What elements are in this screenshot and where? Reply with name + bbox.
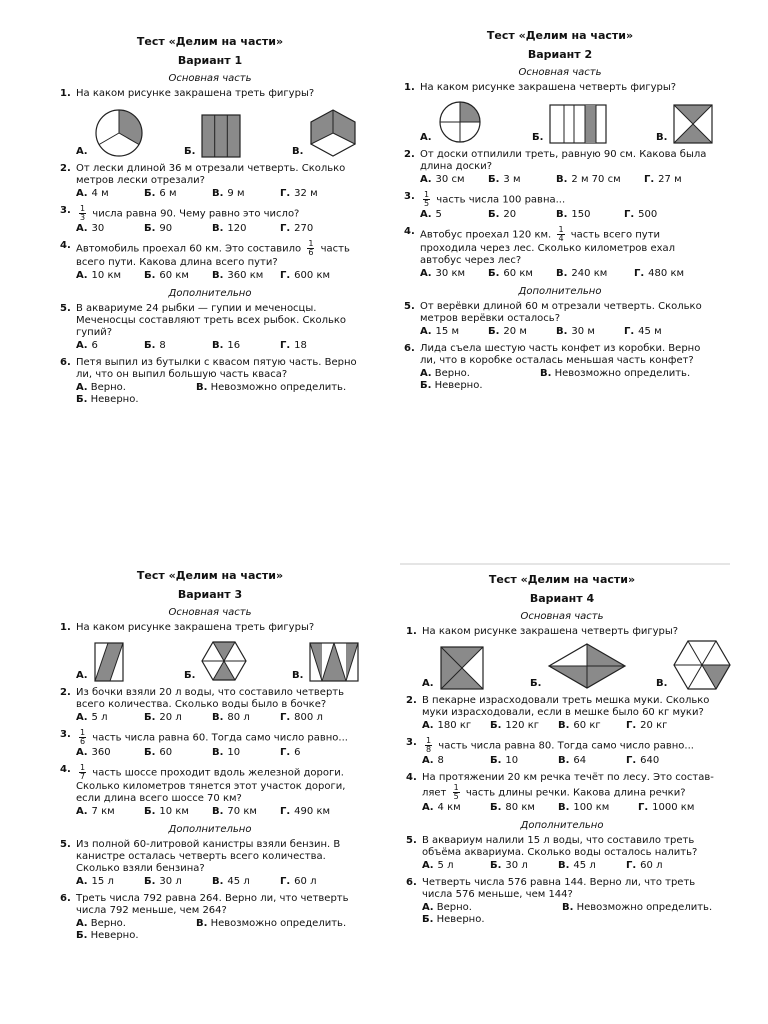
question-text: На каком рисунке закрашена четверть фигуры? [422, 626, 679, 637]
question-5 [406, 835, 718, 872]
question-6 [60, 357, 360, 406]
question-4 [404, 226, 716, 280]
circle-quarter-figure [438, 100, 482, 144]
question-3 [404, 191, 716, 221]
answer-option[interactable]: А. 180 кг [422, 720, 472, 731]
question-number: 5. [404, 301, 415, 312]
answer-options [76, 918, 360, 930]
answer-option[interactable]: Б. 60 км [488, 268, 533, 279]
answer-option[interactable]: В. 80 л [212, 712, 250, 723]
fraction: $\frac{1}{6}$ [80, 728, 86, 746]
answer-option[interactable]: В. 16 [212, 340, 241, 351]
answer-options [422, 755, 718, 767]
variant-name: Вариант 1 [177, 54, 243, 67]
circle-third-figure [94, 108, 144, 158]
answer-options [420, 368, 716, 380]
answer-option[interactable]: А. Верно. [76, 382, 126, 393]
answer-options [76, 382, 360, 394]
answer-option[interactable]: В. Невозможно определить. [562, 902, 713, 913]
question-text: часть шоссе проходит вдоль железной дороги. Сколько километров тянется этот участок дороги, если длина всего шоссе 70 км? [76, 767, 346, 804]
answer-option[interactable]: Б. 10 км [144, 806, 189, 817]
test-title: Тест «Делим на части» [136, 35, 284, 48]
answer-option[interactable]: В. Невозможно определить. [196, 918, 347, 929]
hexagon-cube-figure [309, 108, 357, 158]
variant-4-block [406, 572, 718, 931]
answer-option[interactable]: В. 64 [558, 755, 587, 766]
answer-option[interactable]: Г. 600 км [280, 270, 331, 281]
answer-option[interactable]: Б. 90 [144, 223, 173, 234]
answer-option[interactable]: В. 45 л [212, 876, 250, 887]
question-number: 2. [60, 687, 71, 698]
question-number: 1. [404, 82, 415, 93]
question-text: На протяжении 20 км речка течёт по лесу. Это составляет [422, 772, 714, 799]
answer-option[interactable]: А. 4 м [76, 188, 109, 199]
answer-options [420, 174, 716, 186]
question-number: 2. [404, 149, 415, 160]
answer-options [76, 340, 360, 352]
variant-3-block [60, 568, 360, 947]
main-section-heading: Основная часть [518, 67, 602, 78]
variant-name: Вариант 2 [527, 48, 593, 61]
answer-option[interactable]: Г. 800 л [280, 712, 323, 723]
figure-option-c[interactable] [656, 104, 764, 144]
fraction: $\frac{1}{5}$ [453, 783, 459, 801]
question-text: часть числа равна 60. Тогда само число равно... [92, 732, 348, 744]
figure-option-a[interactable] [422, 646, 530, 690]
question-text: На каком рисунке закрашена треть фигуры? [76, 622, 315, 633]
option-label: Б. [532, 132, 544, 143]
answer-options [422, 860, 718, 872]
answer-option[interactable]: Г. 60 л [280, 876, 317, 887]
answer-option[interactable]: В. 240 км [556, 268, 608, 279]
question-4 [406, 772, 718, 814]
question-text: Из бочки взяли 20 л воды, что составило четверть всего количества. Сколько воды было в бочке? [76, 687, 345, 710]
answer-option[interactable]: Б. 20 м [488, 326, 527, 337]
answer-option[interactable]: А. 15 л [76, 876, 114, 887]
answer-option[interactable]: Б. 10 [490, 755, 519, 766]
answer-option[interactable]: Б. 120 кг [490, 720, 539, 731]
answer-option[interactable]: В. 30 м [556, 326, 595, 337]
answer-option[interactable]: А. 5 л [422, 860, 454, 871]
main-section-heading: Основная часть [168, 73, 252, 84]
main-section-heading: Основная часть [168, 607, 252, 618]
question-2 [406, 695, 718, 732]
figure-option-a[interactable] [76, 642, 184, 682]
answer-option[interactable]: Б. Неверно. [422, 914, 485, 925]
square-quarter-figure [673, 104, 713, 144]
answer-option[interactable]: А. 15 м [420, 326, 459, 337]
option-label: А. [420, 132, 432, 143]
question-3 [60, 729, 360, 759]
question-1 [60, 88, 360, 158]
extra-section-heading: Дополнительно [520, 820, 604, 831]
extra-section-heading: Дополнительно [168, 824, 252, 835]
answer-option[interactable]: В. 150 [556, 209, 591, 220]
question-text: На каком рисунке закрашена треть фигуры? [76, 88, 315, 99]
question-number: 1. [60, 88, 71, 99]
answer-options [76, 270, 360, 282]
question-text: числа равна 90. Чему равно это число? [92, 208, 300, 220]
question-2 [60, 163, 360, 200]
figure-option-a[interactable] [420, 100, 532, 144]
option-label: А. [76, 146, 88, 157]
test-title: Тест «Делим на части» [136, 569, 284, 582]
question-1 [406, 626, 718, 690]
answer-option[interactable]: А. 30 см [420, 174, 465, 185]
answer-option[interactable]: Г. 6 [280, 747, 301, 758]
figure-option-b[interactable] [184, 640, 292, 682]
answer-option[interactable]: Г. 20 кг [626, 720, 668, 731]
question-6 [406, 877, 718, 926]
question-3 [60, 205, 360, 235]
answer-option[interactable]: Г. 480 км [634, 268, 685, 279]
divider [400, 563, 730, 565]
question-text: На каком рисунке закрашена четверть фигуры? [420, 82, 677, 93]
question-number: 4. [406, 772, 417, 783]
question-2 [404, 149, 716, 186]
variant-name: Вариант 4 [529, 592, 595, 605]
question-text: Автомобиль проехал 60 км. Это составило [76, 243, 302, 255]
variant-2-block [404, 28, 716, 397]
question-text: Из полной 60-литровой канистры взяли бензин. В канистре осталась четверть всего количества. Сколько взяли бензина? [76, 839, 341, 874]
figure-option-a[interactable] [76, 108, 184, 158]
question-number: 4. [60, 764, 71, 775]
answer-option[interactable]: В. 45 л [558, 860, 596, 871]
answer-option[interactable]: Г. 18 [280, 340, 307, 351]
option-label: Б. [530, 678, 542, 689]
question-number: 2. [406, 695, 417, 706]
question-text: В аквариум налили 15 л воды, что составило треть объёма аквариума. Сколько воды осталось налить? [422, 835, 698, 858]
answer-option[interactable]: Б. 30 л [144, 876, 182, 887]
answer-option[interactable]: В. Невозможно определить. [540, 368, 691, 379]
answer-option[interactable]: А. 7 км [76, 806, 115, 817]
answer-option[interactable]: А. 5 [420, 209, 442, 220]
answer-option[interactable]: Б. Неверно. [76, 930, 139, 941]
fraction: $\frac{1}{5}$ [424, 190, 430, 208]
figure-option-b[interactable] [532, 104, 656, 144]
question-6 [404, 343, 716, 392]
variant-name: Вариант 3 [177, 588, 243, 601]
figure-option-b[interactable] [184, 114, 292, 158]
figure-option-c[interactable] [292, 642, 400, 682]
question-number: 6. [404, 343, 415, 354]
answer-option[interactable]: В. Невозможно определить. [196, 382, 347, 393]
fraction: $\frac{1}{3}$ [80, 204, 86, 222]
fraction: $\frac{1}{8}$ [426, 736, 432, 754]
answer-option[interactable]: В. 70 км [212, 806, 257, 817]
answer-options [76, 712, 360, 724]
hexagon-sixths-figure [673, 640, 731, 690]
answer-option[interactable]: В. 9 м [212, 188, 245, 199]
answer-option[interactable]: Б. 3 м [488, 174, 521, 185]
answer-option[interactable]: А. 5 л [76, 712, 108, 723]
answer-option[interactable]: Б. 60 км [144, 270, 189, 281]
answer-option[interactable]: А. Верно. [422, 902, 472, 913]
figure-row [76, 102, 360, 158]
answer-option[interactable]: А. 30 [76, 223, 105, 234]
figure-row [420, 96, 716, 144]
question-1 [60, 622, 360, 682]
answer-option[interactable]: В. 100 км [558, 802, 610, 813]
answer-option[interactable]: Г. 60 л [626, 860, 663, 871]
question-number: 6. [406, 877, 417, 888]
answer-options [76, 747, 360, 759]
question-text: Четверть числа 576 равна 144. Верно ли, что треть числа 576 меньше, чем 144? [422, 877, 696, 900]
answer-option[interactable]: Г. 32 м [280, 188, 318, 199]
answer-option[interactable]: Б. 80 км [490, 802, 535, 813]
answer-option[interactable]: В. 2 м 70 см [556, 174, 621, 185]
answer-options [420, 268, 716, 280]
question-number: 5. [60, 839, 71, 850]
figure-row [76, 636, 360, 682]
rhombus-quarters-figure [547, 642, 627, 690]
fraction: $\frac{1}{7}$ [80, 763, 86, 781]
extra-section-heading: Дополнительно [168, 288, 252, 299]
answer-option[interactable]: Б. 20 л [144, 712, 182, 723]
answer-option[interactable]: В. 10 [212, 747, 241, 758]
fraction: $\frac{1}{4}$ [558, 225, 564, 243]
question-5 [60, 839, 360, 888]
question-number: 2. [60, 163, 71, 174]
figure-option-c[interactable] [656, 640, 764, 690]
question-number: 4. [404, 226, 415, 237]
question-text: часть длины речки. Какова длина речки? [465, 787, 686, 799]
question-number: 4. [60, 240, 71, 251]
answer-option[interactable]: А. 360 [76, 747, 111, 758]
question-number: 1. [60, 622, 71, 633]
answer-option[interactable]: А. 6 [76, 340, 98, 351]
question-number: 6. [60, 357, 71, 368]
answer-options [422, 802, 718, 814]
question-1 [404, 82, 716, 144]
question-number: 3. [60, 205, 71, 216]
option-label: А. [76, 670, 88, 681]
option-label: В. [292, 146, 304, 157]
answer-options [76, 806, 360, 818]
question-text: часть всего пути. Какова длина всего пути? [76, 243, 350, 268]
answer-option[interactable]: А. 30 км [420, 268, 466, 279]
question-text: Автобус проехал 120 км. [420, 229, 552, 241]
answer-option[interactable]: Г. 27 м [644, 174, 682, 185]
question-text: Лида съела шестую часть конфет из коробки. Верно ли, что в коробке осталась меньшая часть конфет? [420, 343, 701, 366]
question-text: В аквариуме 24 рыбки — гупии и меченосцы. Меченосцы составляют треть всех рыбок. Сколько гупий? [76, 303, 347, 338]
answer-option[interactable]: В. 360 км [212, 270, 264, 281]
question-text: часть числа 100 равна... [436, 194, 566, 206]
rectangle-thirds-figure [201, 114, 241, 158]
answer-options [420, 326, 716, 338]
main-section-heading: Основная часть [520, 611, 604, 622]
question-4 [60, 764, 360, 818]
rectangle-parallelogram-figure [94, 642, 124, 682]
question-6 [60, 893, 360, 942]
answer-option[interactable]: В. 60 кг [558, 720, 601, 731]
answer-option[interactable]: А. 8 [422, 755, 444, 766]
question-text: В пекарне израсходовали треть мешка муки. Сколько муки израсходовали, если в мешке было 60 кг муки? [422, 695, 710, 718]
question-5 [404, 301, 716, 338]
question-3 [406, 737, 718, 767]
option-label: В. [656, 678, 668, 689]
answer-option[interactable]: А. 4 км [422, 802, 461, 813]
extra-section-heading: Дополнительно [518, 286, 602, 297]
answer-option[interactable]: Б. Неверно. [76, 394, 139, 405]
answer-options [422, 720, 718, 732]
question-5 [60, 303, 360, 352]
answer-option[interactable]: Г. 500 [624, 209, 658, 220]
question-2 [60, 687, 360, 724]
option-label: Б. [184, 146, 196, 157]
question-text: От лески длиной 36 м отрезали четверть. Сколько метров лески отрезали? [76, 163, 346, 186]
option-label: А. [422, 678, 434, 689]
answer-option[interactable]: Г. 640 [626, 755, 660, 766]
fraction: $\frac{1}{6}$ [308, 239, 314, 257]
question-text: Треть числа 792 равна 264. Верно ли, что четверть числа 792 меньше, чем 264? [76, 893, 349, 916]
question-number: 6. [60, 893, 71, 904]
option-label: Б. [184, 670, 196, 681]
answer-option[interactable]: Г. 490 км [280, 806, 331, 817]
variant-1-block [60, 34, 360, 411]
question-number: 3. [406, 737, 417, 748]
option-label: В. [292, 670, 304, 681]
question-text: От верёвки длиной 60 м отрезали четверть. Сколько метров верёвки осталось? [420, 301, 702, 324]
question-text: От доски отпилили треть, равную 90 см. Какова была длина доски? [420, 149, 707, 172]
answer-option[interactable]: А. Верно. [420, 368, 470, 379]
question-text: Петя выпил из бутылки с квасом пятую часть. Верно ли, что он выпил большую часть кваса? [76, 357, 357, 380]
question-text: часть всего пути проходила через лес. Сколько километров ехал автобус через лес? [420, 229, 676, 266]
square-diagonals-figure [440, 646, 484, 690]
answer-option[interactable]: А. 10 км [76, 270, 122, 281]
question-4 [60, 240, 360, 282]
answer-option[interactable]: Б. 8 [144, 340, 166, 351]
question-number: 1. [406, 626, 417, 637]
answer-option[interactable]: Г. 45 м [624, 326, 662, 337]
test-title: Тест «Делим на части» [488, 573, 636, 586]
answer-option[interactable]: Б. 20 [488, 209, 517, 220]
test-title: Тест «Делим на части» [486, 29, 634, 42]
figure-option-c[interactable] [292, 108, 400, 158]
hexagon-sixths-figure [201, 640, 247, 682]
answer-option[interactable]: Г. 270 [280, 223, 314, 234]
option-label: В. [656, 132, 668, 143]
answer-options [76, 876, 360, 888]
answer-option[interactable]: А. Верно. [76, 918, 126, 929]
rectangle-quarters-figure [549, 104, 607, 144]
question-text: часть числа равна 80. Тогда само число равно... [438, 740, 694, 752]
figure-option-b[interactable] [530, 642, 656, 690]
answer-option[interactable]: Г. 1000 км [638, 802, 695, 813]
figure-row [422, 640, 718, 690]
answer-options [76, 188, 360, 200]
answer-option[interactable]: Б. 60 [144, 747, 173, 758]
answer-options [420, 209, 716, 221]
rectangle-triangles-figure [309, 642, 359, 682]
answer-options [76, 223, 360, 235]
answer-option[interactable]: Б. 30 л [490, 860, 528, 871]
question-number: 5. [60, 303, 71, 314]
answer-option[interactable]: Б. 6 м [144, 188, 177, 199]
question-number: 3. [404, 191, 415, 202]
answer-options [422, 902, 718, 914]
question-number: 3. [60, 729, 71, 740]
question-number: 5. [406, 835, 417, 846]
answer-option[interactable]: В. 120 [212, 223, 247, 234]
answer-option[interactable]: Б. Неверно. [420, 380, 483, 391]
